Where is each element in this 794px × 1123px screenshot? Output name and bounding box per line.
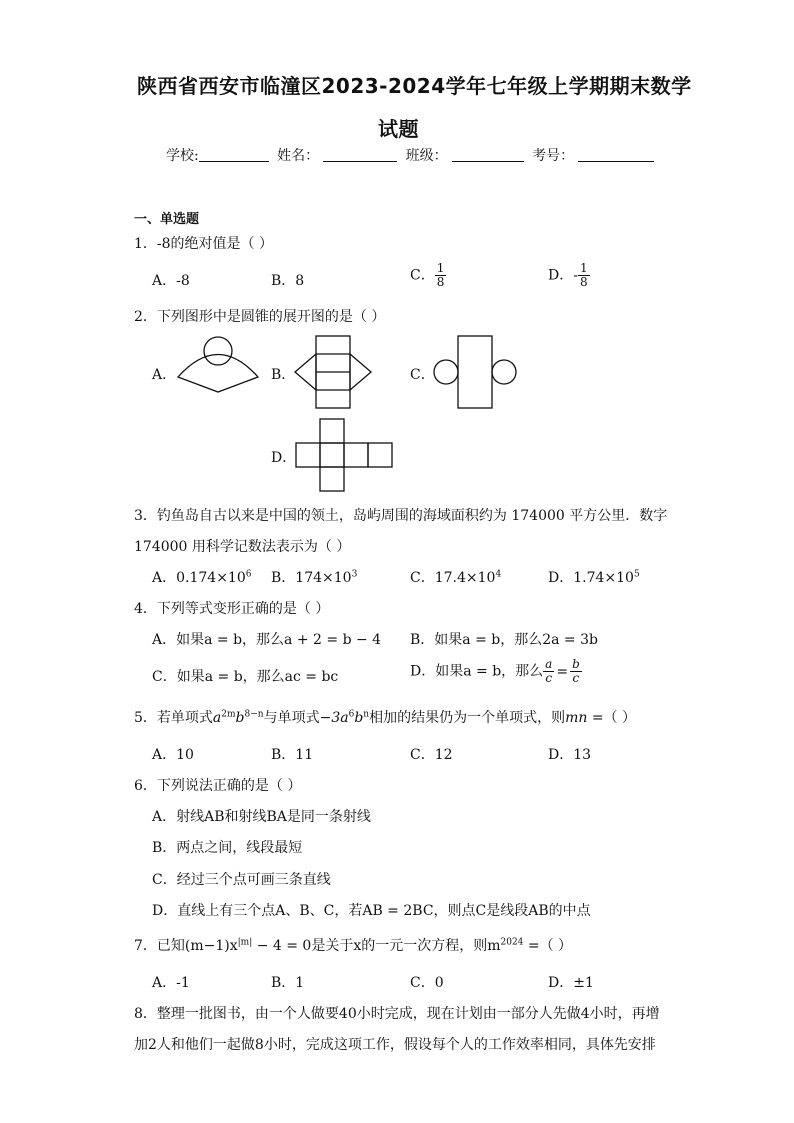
q5-option-b[interactable]: B．11: [271, 747, 314, 763]
q2-option-d[interactable]: D．: [271, 450, 297, 466]
q4-option-b[interactable]: B．如果a = b，那么2a = 3b: [410, 632, 598, 648]
q4-stem: 4．下列等式变形正确的是（ ）: [134, 601, 330, 617]
cube-net-figure: [295, 418, 395, 494]
q4-option-d-frac1: $\frac{a}{c}$: [545, 657, 553, 685]
q1-option-a[interactable]: A．-8: [152, 273, 190, 289]
q4-option-c[interactable]: C．如果a = b，那么ac = bc: [152, 669, 339, 685]
q1-option-d[interactable]: [548, 262, 590, 289]
q7-option-a[interactable]: A．-1: [152, 975, 190, 991]
q8-stem-line1: 8．整理一批图书，由一个人做要40小时完成，现在计划由一部分人先做4小时，再增: [134, 1006, 660, 1022]
q1-option-c-fraction: $\frac{1}{8}$: [436, 261, 445, 289]
q6-stem: 6．下列说法正确的是（ ）: [134, 778, 302, 794]
section-title: 一、单选题: [134, 212, 200, 227]
q4-option-d-label: D．如果a = b，那么: [410, 663, 544, 680]
q3-option-a[interactable]: A．$0.174\times 10^6$: [152, 569, 252, 586]
q1-stem: 1．-8的绝对值是（ ）: [134, 236, 273, 252]
q1-option-b[interactable]: B．8: [271, 273, 305, 289]
q7-option-b[interactable]: B．1: [271, 975, 305, 991]
q1-option-c-label: C．: [410, 267, 435, 284]
name-blank[interactable]: [323, 147, 397, 162]
class-label: 班级：: [405, 148, 448, 164]
title-line2: 试题: [378, 117, 419, 141]
q4-option-d-frac2: $\frac{b}{c}$: [572, 657, 580, 685]
q8-stem-line2: 加2人和他们一起做8小时，完成这项工作，假设每个人的工作效率相同，具体先安排: [134, 1037, 656, 1053]
q1-option-d-fraction: $\frac{1}{8}$: [579, 261, 588, 289]
q2-stem: 2．下列图形中是圆锥的展开图的是（ ）: [134, 309, 386, 325]
title-line1: 陕西省西安市临潼区2023-2024学年七年级上学期期末数学: [137, 74, 692, 98]
q4-option-d[interactable]: D．如果a = b，那么 $\frac{a}{c}$ = $\frac{b}{c}$: [410, 657, 580, 685]
q6-option-c[interactable]: C．经过三个点可画三条直线: [152, 872, 331, 888]
name-label: 姓名：: [277, 148, 320, 164]
q6-option-b[interactable]: B．两点之间，线段最短: [152, 840, 303, 856]
q5-stem: 5．若单项式$a^{2m}b^{8-n}$与单项式$-3a^6b^n$相加的结果仍为一个单项式，则mn =（ ）: [134, 709, 637, 726]
q6-option-a[interactable]: A．射线AB和射线BA是同一条射线: [152, 809, 371, 825]
q5-option-d[interactable]: D．13: [548, 747, 592, 763]
school-label: 学校:: [166, 148, 199, 164]
q4-option-a[interactable]: A．如果a = b，那么a + 2 = b − 4: [152, 632, 382, 648]
school-blank[interactable]: [199, 147, 269, 162]
q7-option-c[interactable]: C．0: [410, 975, 444, 991]
exam-no-label: 考号：: [532, 148, 575, 164]
q1-option-c[interactable]: [410, 262, 446, 289]
cone-net-figure: [175, 335, 271, 395]
prism-net-figure: [292, 335, 374, 409]
q3-option-b[interactable]: B．$174\times 10^3$: [271, 569, 358, 586]
q5-option-c[interactable]: C．12: [410, 747, 453, 763]
info-line: [166, 145, 658, 165]
class-blank[interactable]: [452, 147, 524, 162]
q6-option-d[interactable]: D．直线上有三个点A、B、C，若AB = 2BC，则点C是线段AB的中点: [152, 903, 591, 919]
q7-stem: 7．已知$(m-1)x^{|m|} - 4 = 0$是关于x的一元一次方程，则$m^{2024}$ =（ ）: [134, 937, 573, 954]
q3-stem-line2: 174000 用科学记数法表示为（ ）: [134, 539, 351, 555]
q2-option-c[interactable]: C．: [410, 367, 435, 383]
q2-option-b[interactable]: B．: [271, 367, 296, 383]
q5-option-a[interactable]: A．10: [152, 747, 194, 763]
exam-no-blank[interactable]: [578, 147, 654, 162]
q3-stem-line1: 3．钓鱼岛自古以来是中国的领土，岛屿周围的海域面积约为 174000 平方公里．数字: [134, 508, 668, 524]
q7-option-d[interactable]: D．±1: [548, 975, 594, 991]
q3-option-d[interactable]: D．$1.74\times 10^5$: [548, 569, 640, 586]
cylinder-net-figure: [432, 335, 518, 409]
q3-option-c[interactable]: C．$17.4\times 10^4$: [410, 569, 502, 586]
q2-option-a[interactable]: A．: [152, 367, 177, 383]
q1-option-d-label: D．-: [548, 267, 578, 284]
